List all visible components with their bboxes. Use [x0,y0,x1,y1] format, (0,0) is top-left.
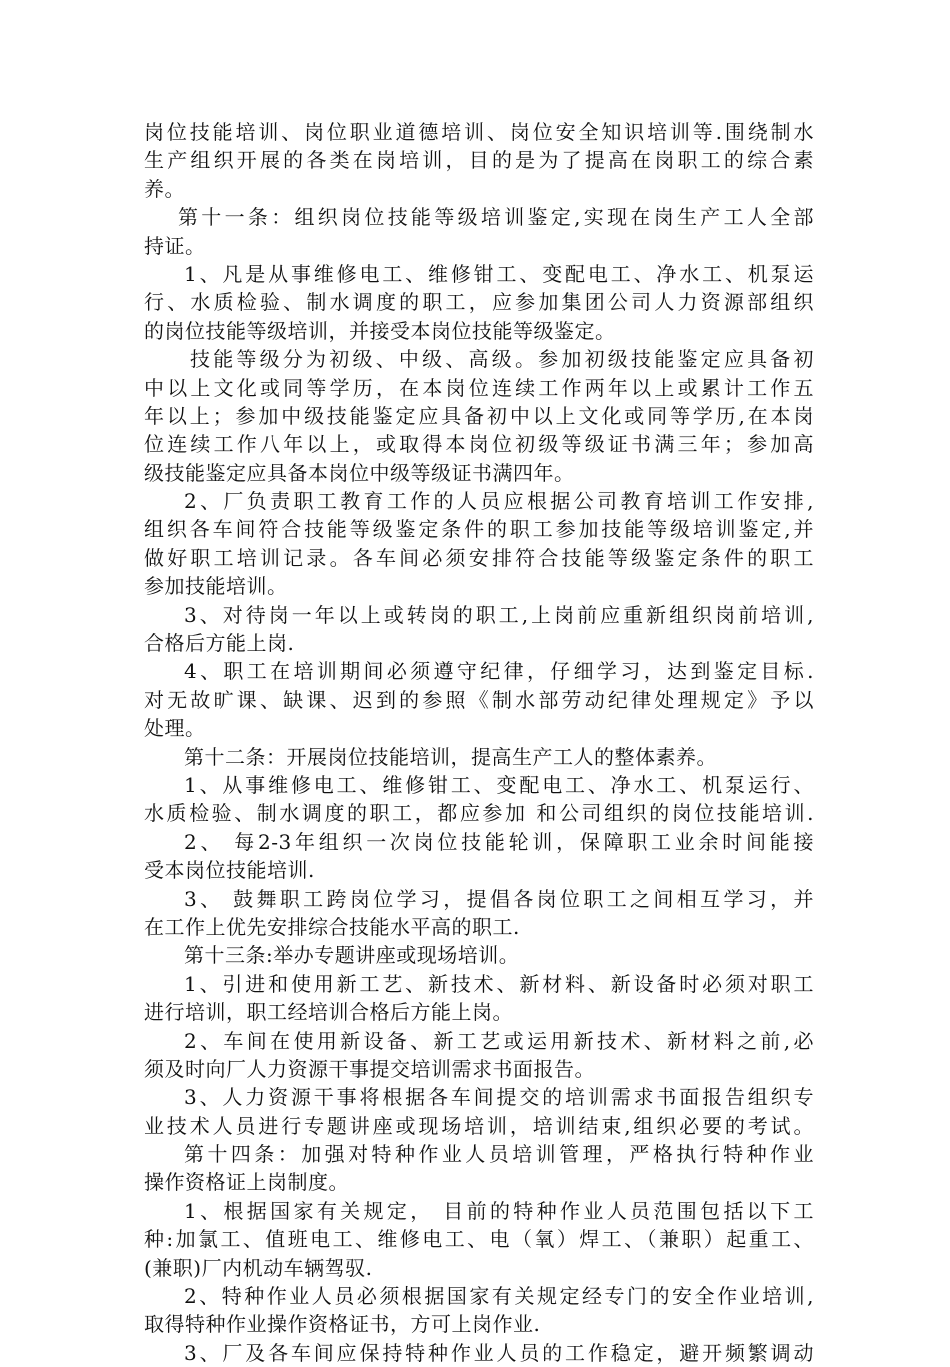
text-line: (兼职)厂内机动车辆驾驭. [144,1255,373,1280]
text-line: 合格后方能上岗. [144,631,295,656]
text-line: 年以上；参加中级技能鉴定应具备初中以上文化或同等学历,在本岗 [144,403,814,428]
text-line: 业技术人员进行专题讲座或现场培训，培训结束,组织必要的考试。 [144,1113,814,1138]
text-line: 级技能鉴定应具备本岗位中级等级证书满四年。 [144,460,575,485]
text-line: 2、 每2-3年组织一次岗位技能轮训，保障职工业余时间能接 [184,829,814,854]
text-line: 在工作上优先安排综合技能水平高的职工. [144,914,520,939]
text-line: 进行培训，职工经培训合格后方能上岗。 [144,1000,513,1025]
text-line: 种:加氯工、值班电工、维修电工、电（氧）焊工、（兼职）起重工、 [144,1227,814,1252]
text-line: 做好职工培训记录。各车间必须安排符合技能等级鉴定条件的职工 [144,545,814,570]
text-line: 受本岗位技能培训. [144,858,315,883]
article-heading: 第十一条：组织岗位技能等级培训鉴定,实现在岗生产工人全部 [178,205,814,230]
text-line: 1、凡是从事维修电工、维修钳工、变配电工、净水工、机泵运 [184,261,814,286]
text-line: 须及时向厂人力资源干事提交培训需求书面报告。 [144,1056,595,1081]
text-line: 岗位技能培训、岗位职业道德培训、岗位安全知识培训等.围绕制水 [144,120,814,144]
text-line: 组织各车间符合技能等级鉴定条件的职工参加技能等级培训鉴定,并 [144,517,814,542]
document-body [144,118,814,1367]
text-line: 位连续工作八年以上，或取得本岗位初级等级证书满三年；参加高 [144,432,814,457]
text-line: 1、从事维修电工、维修钳工、变配电工、净水工、机泵运行、 [184,772,814,797]
article-heading: 第十三条:举办专题讲座或现场培训。 [184,943,520,968]
text-line: 3、 鼓舞职工跨岗位学习，提倡各岗位职工之间相互学习，并 [184,886,814,911]
text-line: 对无故旷课、缺课、迟到的参照《制水部劳动纪律处理规定》予以 [144,687,814,712]
text-line: 的岗位技能等级培训，并接受本岗位技能等级鉴定。 [144,318,616,343]
text-line: 2、车间在使用新设备、新工艺或运用新技术、新材料之前,必 [184,1028,814,1053]
text-line: 1、根据国家有关规定， 目前的特种作业人员范围包括以下工 [184,1198,814,1223]
text-line: 操作资格证上岗制度。 [144,1170,349,1195]
text-line: 1、引进和使用新工艺、新技术、新材料、新设备时必须对职工 [184,971,814,996]
article-heading: 第十四条：加强对特种作业人员培训管理，严格执行特种作业 [184,1142,814,1167]
text-line: 参加技能培训。 [144,574,288,599]
text-line: 持证。 [144,233,206,258]
text-line: 处理。 [144,716,206,741]
text-line: 取得特种作业操作资格证书，方可上岗作业. [144,1312,541,1337]
text-line: 4、职工在培训期间必须遵守纪律，仔细学习，达到鉴定目标. [184,659,814,684]
article-heading: 第十二条：开展岗位技能培训，提高生产工人的整体素养。 [184,744,717,769]
text-line: 技能等级分为初级、中级、高级。参加初级技能鉴定应具备初 [190,347,814,372]
text-line: 养。 [144,176,185,201]
text-line: 3、对待岗一年以上或转岗的职工,上岗前应重新组织岗前培训, [184,602,814,627]
text-line: 行、水质检验、制水调度的职工，应参加集团公司人力资源部组织 [144,290,814,315]
text-line: 2、厂负责职工教育工作的人员应根据公司教育培训工作安排, [184,489,814,514]
text-line: 水质检验、制水调度的职工，都应参加 和公司组织的岗位技能培训. [144,801,814,826]
text-line: 中以上文化或同等学历，在本岗位连续工作两年以上或累计工作五 [144,375,814,400]
text-line: 生产组织开展的各类在岗培训，目的是为了提高在岗职工的综合素 [144,148,814,173]
text-line: 3、人力资源干事将根据各车间提交的培训需求书面报告组织专 [184,1085,814,1110]
text-line: 3、厂及各车间应保持特种作业人员的工作稳定，避开频繁调动 [184,1340,814,1365]
text-line: 2、特种作业人员必须根据国家有关规定经专门的安全作业培训, [184,1284,814,1309]
